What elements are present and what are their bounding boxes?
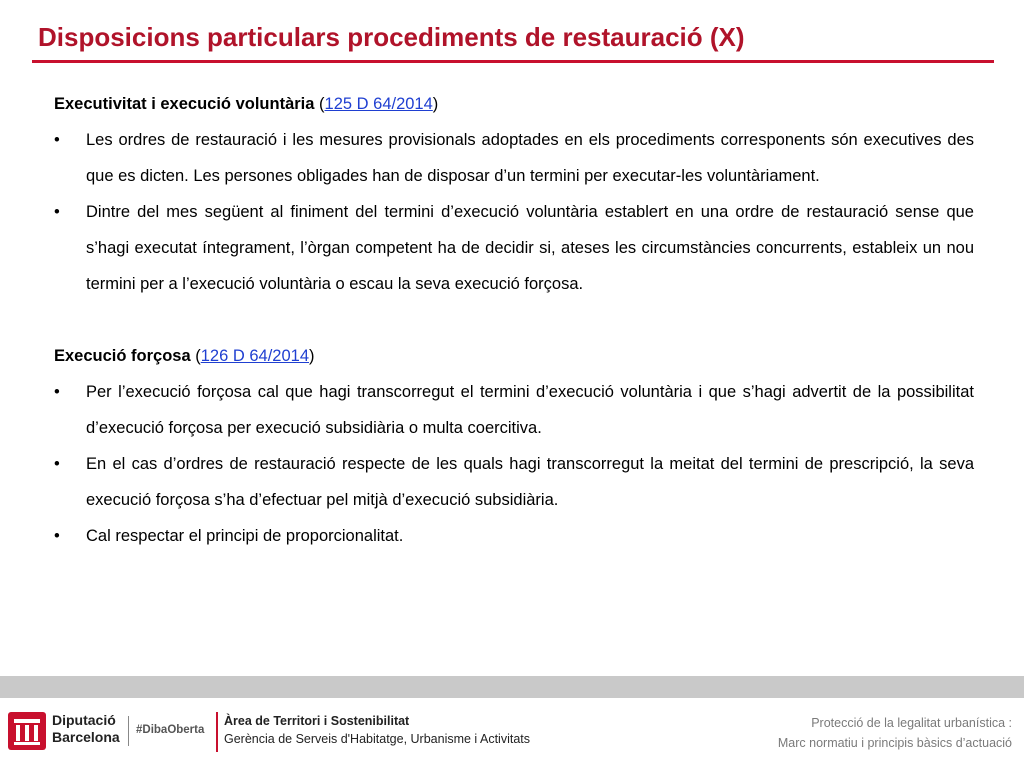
logo-divider: [128, 716, 129, 746]
footer: [0, 698, 1024, 768]
area-title: Àrea de Territori i Sostenibilitat: [224, 714, 410, 728]
footer-band: [0, 676, 1024, 698]
logo-line1: Diputació: [52, 712, 116, 728]
open-paren: (: [319, 95, 325, 113]
area-divider: [216, 712, 218, 752]
list-item: • Per l’execució forçosa cal que hagi transcorregut el termini d’execució voluntària i que s’hagi advertit de la possibilitat d’execució forçosa per execució subsidiària o multa coercitiva.: [54, 374, 974, 446]
close-paren: ): [432, 95, 439, 113]
diputacio-logo-icon: [8, 712, 46, 750]
spacer: [54, 302, 974, 338]
page-title: Disposicions particulars procediments de restauració (X): [38, 22, 745, 52]
footer-topic-line2: Marc normatiu i principis bàsics d’actuació: [777, 736, 1012, 750]
law-link-125[interactable]: 125 D 64/2014: [324, 95, 433, 113]
title-divider: [32, 60, 994, 63]
list-item: • Dintre del mes següent al finiment del termini d’execució voluntària establert en una ordre de restauració sense que s’hagi executat íntegrament, l’òrgan competent ha de decidir si, ateses les circumstàncies concurrents, estableix un nou termini per a l’execució voluntària o escau la seva execució forçosa.: [54, 194, 974, 302]
section-heading-execucio-forcosa: [54, 338, 974, 374]
logo-line2: Barcelona: [52, 729, 120, 745]
list-item: • En el cas d’ordres de restauració respecte de les quals hagi transcorregut la meitat del termini de prescripció, la seva execució forçosa s’ha d’efectuar pel mitjà d’execució subsidiària.: [54, 446, 974, 518]
open-paren: (: [195, 347, 201, 365]
section-heading-text: Executivitat i execució voluntària: [54, 95, 315, 113]
hashtag-label: #DibaOberta: [136, 724, 205, 736]
list-item: • Les ordres de restauració i les mesures provisionals adoptades en els procediments corresponents són executives des que es dicten. Les persones obligades han de disposar d’un termini per executar-les voluntàriament.: [54, 122, 974, 194]
section-heading-text: Execució forçosa: [54, 347, 191, 365]
section-heading-executivitat: [54, 86, 974, 122]
footer-topic-line1: Protecció de la legalitat urbanística :: [811, 716, 1012, 730]
area-subtitle: Gerència de Serveis d'Habitatge, Urbanisme i Activitats: [224, 732, 530, 746]
list-item: • Cal respectar el principi de proporcionalitat.: [54, 518, 974, 554]
law-link-126[interactable]: 126 D 64/2014: [200, 347, 309, 365]
close-paren: ): [309, 347, 315, 365]
logo-wordmark: [52, 712, 120, 746]
slide-content: [54, 86, 974, 554]
